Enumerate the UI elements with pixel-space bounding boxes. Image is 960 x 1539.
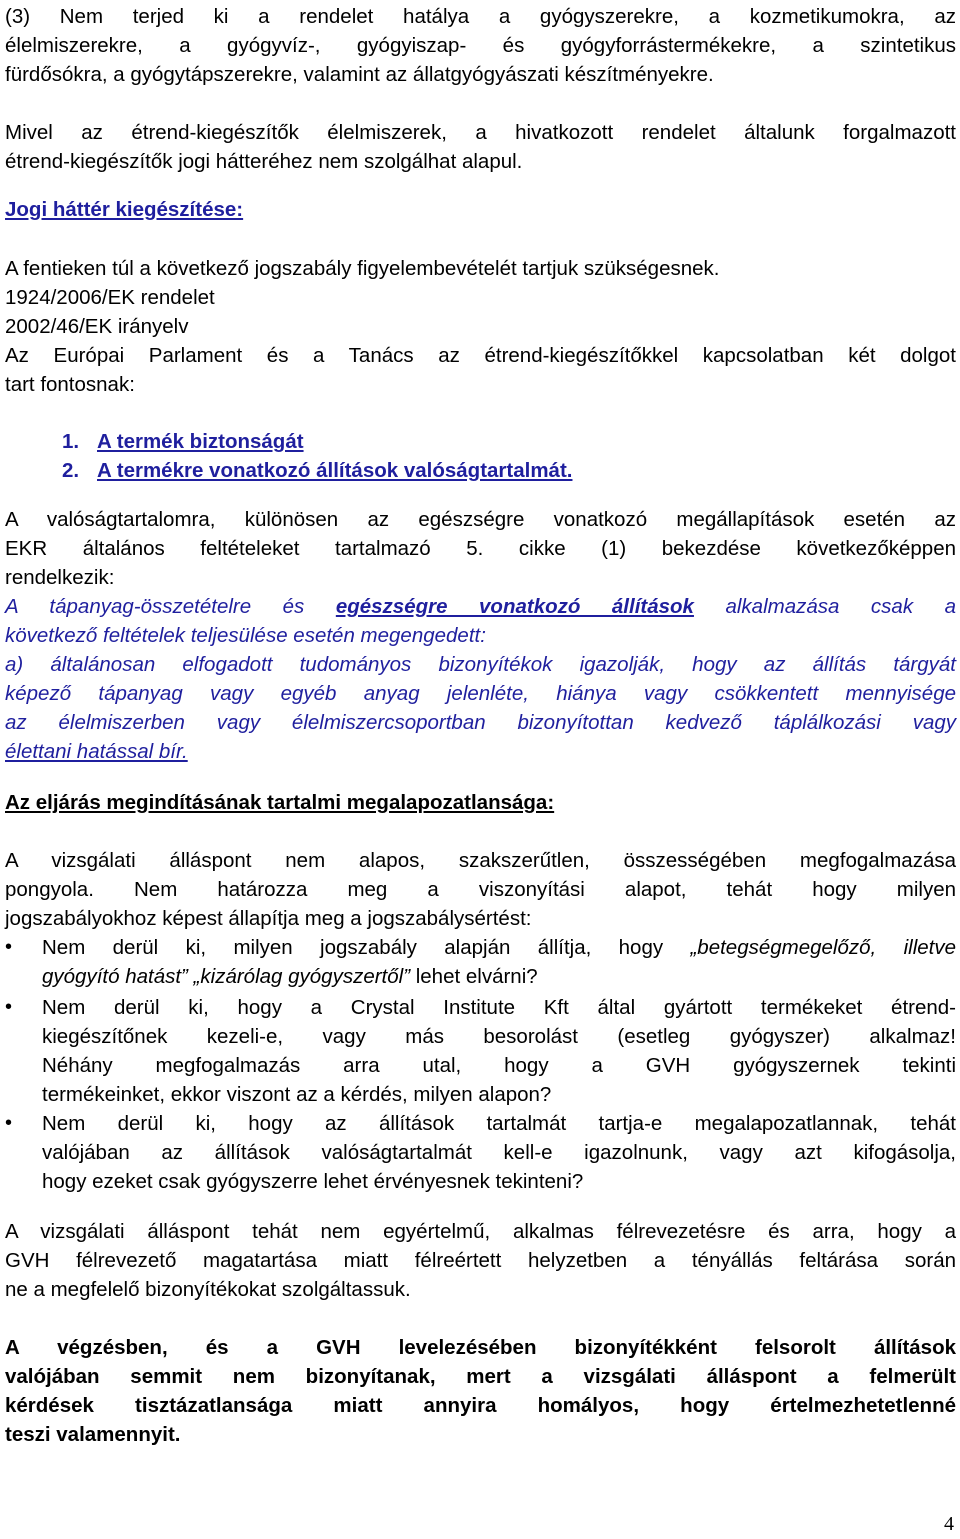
bullet-icon: • xyxy=(5,936,13,958)
paragraph-intro: A fentieken túl a következő jogszabály figyelembevételét tartjuk szükségesnek. xyxy=(5,257,720,280)
quote-line: következő feltételek teljesülése esetén megengedett: xyxy=(5,624,486,647)
italic-segment: „betegségmegelőző, illetve xyxy=(690,936,956,959)
list-item xyxy=(62,456,762,485)
quote-line xyxy=(5,592,956,621)
directive-reference: 2002/46/EK irányelv xyxy=(5,315,189,338)
list-text: A termék biztonságát xyxy=(97,430,304,453)
list-number: 1. xyxy=(62,430,80,453)
bullet-item xyxy=(5,993,956,1109)
bullet-item xyxy=(5,1109,956,1196)
bullet-text xyxy=(42,1109,956,1196)
text-line: Az Európai Parlament és a Tanács az étrend-kiegészítőkkel kapcsolatban két dolgot xyxy=(5,344,956,367)
paragraph-ekr xyxy=(5,505,956,592)
text-line xyxy=(42,933,956,962)
text-line: kiegészítőnek kezeli-e, vagy más besorolást (esetleg gyógyszer) alkalmaz! xyxy=(42,1025,956,1048)
bullet-text xyxy=(42,933,956,991)
paragraph-conclusion xyxy=(5,1217,956,1304)
list-item xyxy=(62,427,762,456)
page-number: 4 xyxy=(944,1513,954,1535)
numbered-list xyxy=(62,427,762,485)
quote-line: az élelmiszerben vagy élelmiszercsoportban bizonyítottan kedvező táplálkozási vagy xyxy=(5,711,956,734)
quote-line: képező tápanyag vagy egyéb anyag jelenléte, hiánya vagy csökkentett mennyisége xyxy=(5,682,956,705)
text-line: teszi valamennyit. xyxy=(5,1423,181,1446)
text-line: A végzésben, és a GVH levelezésében bizonyítékként felsorolt állítások xyxy=(5,1336,956,1359)
italic-segment: gyógyító hatást” „kizárólag gyógyszertől” xyxy=(42,965,411,988)
text-line: rendelkezik: xyxy=(5,566,115,589)
text-line: kérdések tisztázatlansága miatt annyira homályos, hogy értelmezhetetlenné xyxy=(5,1394,956,1417)
text-segment: lehet elvárni? xyxy=(410,965,538,988)
list-number: 2. xyxy=(62,459,80,482)
text-line: (3) Nem terjed ki a rendelet hatálya a gyógyszerekre, a kozmetikumokra, az xyxy=(5,5,956,28)
text-line: A valóságtartalomra, különösen az egészségre vonatkozó megállapítások esetén az xyxy=(5,508,956,531)
text-line: jogszabályokhoz képest állapítja meg a jogszabálysértést: xyxy=(5,907,532,930)
heading-procedure: Az eljárás megindításának tartalmi megalapozatlansága: xyxy=(5,791,555,814)
text-line xyxy=(42,962,956,991)
heading-legal-background: Jogi háttér kiegészítése: xyxy=(5,198,244,221)
quoted-regulation xyxy=(5,592,956,766)
quote-line: élettani hatással bír. xyxy=(5,740,188,763)
text-line: pongyola. Nem határozza meg a viszonyítási alapot, tehát hogy milyen xyxy=(5,878,956,901)
bullet-item xyxy=(5,933,956,991)
text-line: Mivel az étrend-kiegészítők élelmiszerek, a hivatkozott rendelet általunk forgalmazott xyxy=(5,121,956,144)
quote-line: a) általánosan elfogadott tudományos bizonyítékok igazolják, hogy az állítás tárgyát xyxy=(5,653,956,676)
paragraph-scope xyxy=(5,2,956,89)
bullet-icon: • xyxy=(5,1112,13,1134)
text-line: Néhány megfogalmazás arra utal, hogy a GVH gyógyszernek tekinti xyxy=(42,1054,956,1077)
quote-segment: alkalmazása csak a xyxy=(693,595,956,618)
text-line: GVH félrevezető magatartása miatt félreértett helyzetben a tényállás feltárása során xyxy=(5,1249,956,1272)
text-segment: Nem derül ki, milyen jogszabály alapján állítja, hogy xyxy=(42,936,691,959)
text-line: termékeinket, ekkor viszont az a kérdés, milyen alapon? xyxy=(42,1083,552,1106)
text-line: élelmiszerekre, a gyógyvíz-, gyógyiszap- és gyógyforrástermékekre, a szintetikus xyxy=(5,34,956,57)
bullet-text xyxy=(42,993,956,1109)
paragraph-food-supplements xyxy=(5,118,956,176)
text-line: valójában az állítások valóságtartalmát kell-e igazolnunk, vagy azt kifogásolja, xyxy=(42,1141,956,1164)
quote-emphasis: egészségre vonatkozó állítások xyxy=(335,595,694,618)
text-line: valójában semmit nem bizonyítanak, mert a vizsgálati álláspont a felmerült xyxy=(5,1365,956,1388)
text-line: fürdősókra, a gyógytápszerekre, valamint az állatgyógyászati készítményekre. xyxy=(5,63,714,86)
text-line: EKR általános feltételeket tartalmazó 5. cikke (1) bekezdése következőképpen xyxy=(5,537,956,560)
text-line: A vizsgálati álláspont tehát nem egyértelmű, alkalmas félrevezetésre és arra, hogy a xyxy=(5,1220,956,1243)
text-line: Nem derül ki, hogy a Crystal Institute Kft által gyártott termékeket étrend- xyxy=(42,996,956,1019)
text-line: tart fontosnak: xyxy=(5,373,135,396)
quote-segment: A tápanyag-összetételre és xyxy=(5,595,336,618)
regulation-reference: 1924/2006/EK rendelet xyxy=(5,286,215,309)
text-line: Nem derül ki, hogy az állítások tartalmát tartja-e megalapozatlannak, tehát xyxy=(42,1112,956,1135)
text-line: ne a megfelelő bizonyítékokat szolgáltassuk. xyxy=(5,1278,411,1301)
list-text: A termékre vonatkozó állítások valóságtartalmát. xyxy=(97,459,573,482)
paragraph-parliament xyxy=(5,341,956,399)
text-line: A vizsgálati álláspont nem alapos, szakszerűtlen, összességében megfogalmazása xyxy=(5,849,956,872)
bullet-icon: • xyxy=(5,996,13,1018)
paragraph-assessment xyxy=(5,846,956,933)
text-line: étrend-kiegészítők jogi hátteréhez nem szolgálhat alapul. xyxy=(5,150,523,173)
paragraph-final-statement xyxy=(5,1333,956,1449)
text-line: hogy ezeket csak gyógyszerre lehet érvényesnek tekinteni? xyxy=(42,1170,584,1193)
